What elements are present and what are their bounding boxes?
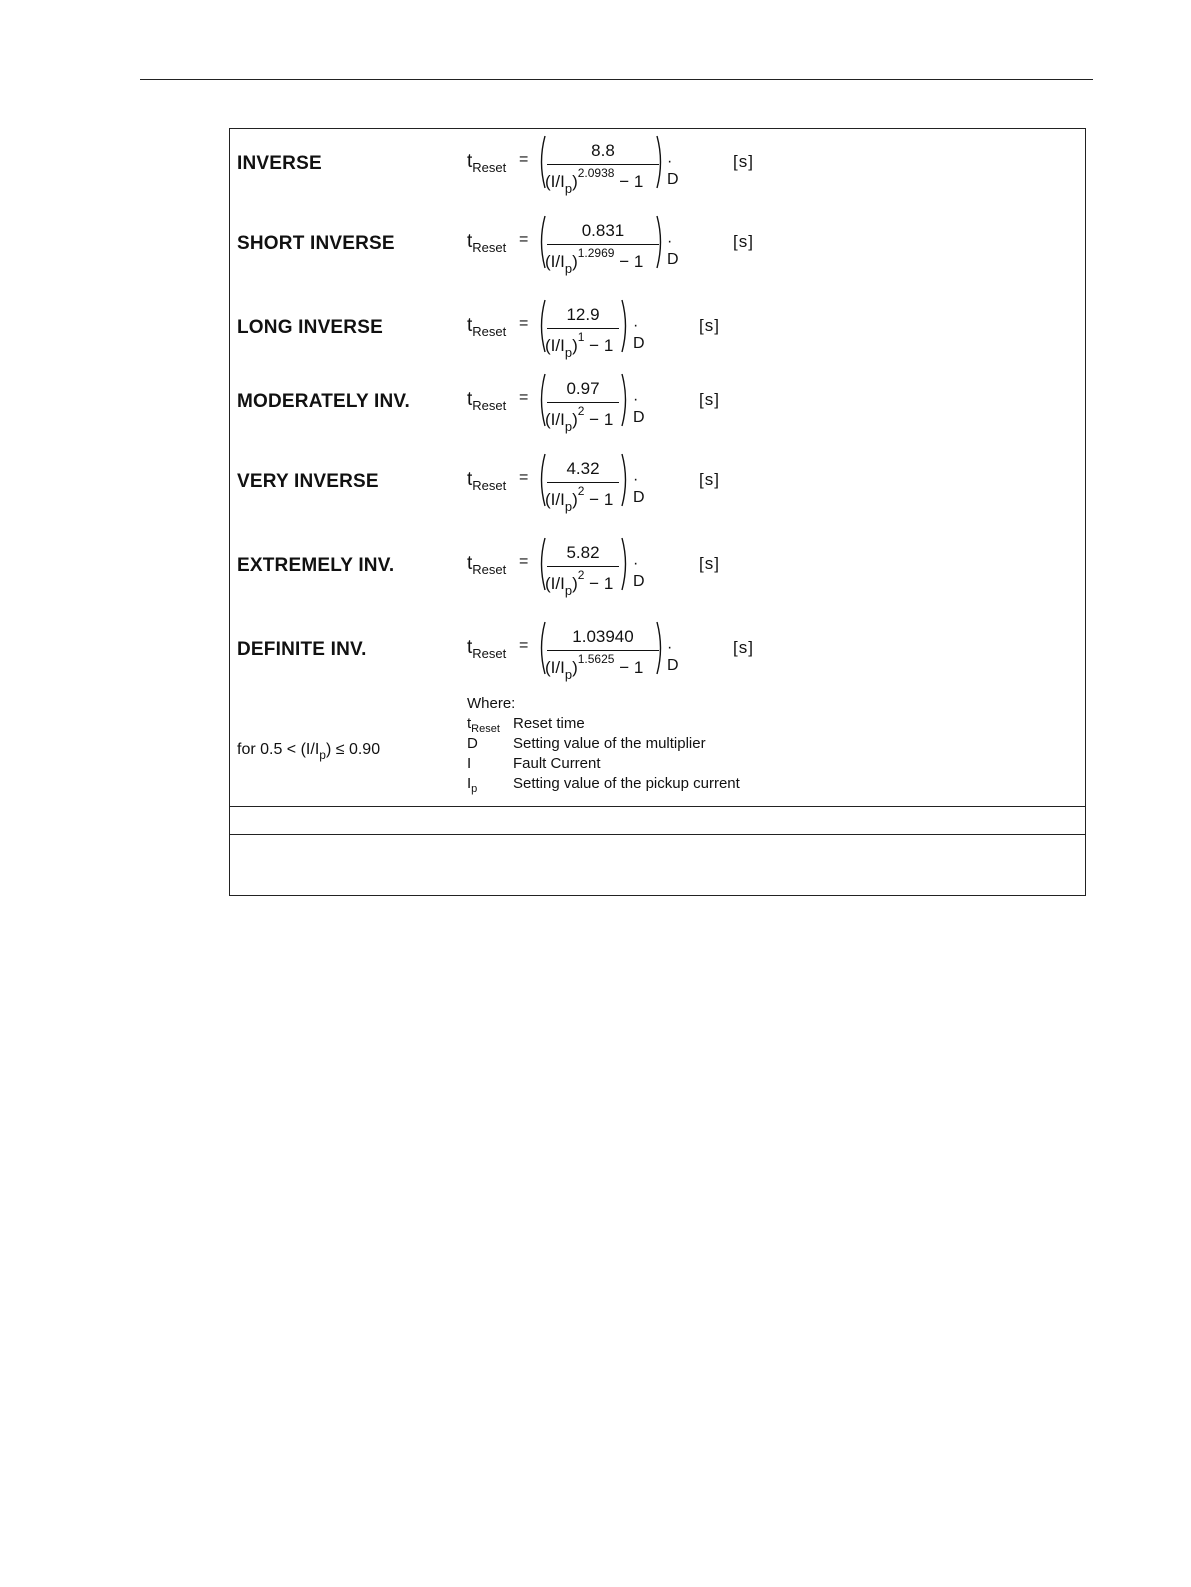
- right-paren: [620, 453, 630, 507]
- t-reset-symbol: $t_{Reset}$: [467, 637, 507, 661]
- unit-seconds: [s]: [699, 470, 720, 489]
- curve-row: [230, 133, 1085, 196]
- curve-name: EXTREMELY INV.: [237, 555, 395, 576]
- denominator: $(I/I_p)^{1.5625} - 1$: [545, 652, 644, 682]
- equals-sign: =: [519, 151, 529, 168]
- legend-description: Setting value of the pickup current: [513, 775, 740, 792]
- curve-name: LONG INVERSE: [237, 317, 383, 338]
- equals-sign: =: [519, 469, 529, 486]
- equals-sign: =: [519, 315, 529, 332]
- multiplier-d: · D: [633, 555, 645, 590]
- legend-item: [467, 734, 706, 754]
- legend-symbol: I: [467, 755, 472, 772]
- multiplier-d: · D: [633, 317, 645, 352]
- denominator: $(I/I_p)^2 - 1$: [545, 568, 614, 598]
- denominator: $(I/I_p)^2 - 1$: [545, 404, 614, 434]
- legend-symbol: D: [467, 735, 478, 752]
- right-paren: [620, 299, 630, 353]
- fraction-bar: [547, 244, 659, 245]
- equals-sign: =: [519, 389, 529, 406]
- reset-formula-table: [229, 128, 1086, 896]
- right-paren: [655, 135, 665, 189]
- numerator: 0.97: [566, 379, 600, 398]
- numerator: 4.32: [566, 459, 600, 478]
- fraction-bar: [547, 482, 619, 483]
- t-reset-symbol: $t_{Reset}$: [467, 553, 507, 577]
- legend-item: [467, 714, 585, 735]
- legend-description: Reset time: [513, 715, 585, 732]
- denominator: $(I/I_p)^{1.2969} - 1$: [545, 246, 644, 276]
- multiplier-d: · D: [667, 233, 679, 268]
- equals-sign: =: [519, 231, 529, 248]
- legend-item: [467, 754, 601, 774]
- curve-name: VERY INVERSE: [237, 471, 379, 492]
- right-paren: [655, 621, 665, 675]
- symbol-legend: [467, 694, 740, 795]
- curve-name: INVERSE: [237, 153, 322, 174]
- numerator: 12.9: [566, 305, 600, 324]
- curve-name: MODERATELY INV.: [237, 391, 410, 412]
- curve-row: [230, 619, 1085, 682]
- curve-name: DEFINITE INV.: [237, 639, 367, 660]
- right-paren: [655, 215, 665, 269]
- denominator: $(I/I_p)^2 - 1$: [545, 484, 614, 514]
- unit-seconds: [s]: [699, 316, 720, 335]
- multiplier-d: · D: [667, 153, 679, 188]
- curve-row: [230, 535, 1085, 598]
- legend-symbol: $I_p$: [467, 775, 478, 795]
- numerator: 1.03940: [572, 627, 634, 646]
- t-reset-symbol: $t_{Reset}$: [467, 315, 507, 339]
- t-reset-symbol: $t_{Reset}$: [467, 151, 507, 175]
- right-paren: [620, 373, 630, 427]
- denominator: $(I/I_p)^{2.0938} - 1$: [545, 166, 644, 196]
- t-reset-symbol: $t_{Reset}$: [467, 231, 507, 255]
- denominator: $(I/I_p)^1 - 1$: [545, 330, 614, 360]
- curve-name: SHORT INVERSE: [237, 233, 395, 254]
- curve-row: [230, 213, 1085, 276]
- right-paren: [620, 537, 630, 591]
- fraction-bar: [547, 402, 619, 403]
- curve-row: [230, 371, 1085, 434]
- multiplier-d: · D: [633, 471, 645, 506]
- legend-title: Where:: [467, 695, 516, 712]
- numerator: 0.831: [581, 221, 625, 240]
- validity-range: for $0.5 < (I/I_p) \le 0.90$: [237, 741, 381, 762]
- unit-seconds: [s]: [733, 638, 754, 657]
- legend-item: [467, 774, 740, 795]
- unit-seconds: [s]: [733, 232, 754, 251]
- curve-row: [230, 297, 1085, 360]
- fraction-bar: [547, 566, 619, 567]
- formula-area: [230, 129, 1085, 807]
- header-rule: [140, 79, 1093, 80]
- multiplier-d: · D: [667, 639, 679, 674]
- numerator: 5.82: [566, 543, 600, 562]
- legend-symbol: $t_{Reset}$: [467, 715, 500, 735]
- multiplier-d: · D: [633, 391, 645, 426]
- curve-row: [230, 451, 1085, 514]
- fraction-bar: [547, 328, 619, 329]
- t-reset-symbol: $t_{Reset}$: [467, 469, 507, 493]
- legend-description: Fault Current: [513, 755, 601, 772]
- equals-sign: =: [519, 553, 529, 570]
- unit-seconds: [s]: [733, 152, 754, 171]
- table-divider: [230, 806, 1085, 807]
- equals-sign: =: [519, 637, 529, 654]
- unit-seconds: [s]: [699, 390, 720, 409]
- legend-description: Setting value of the multiplier: [513, 735, 706, 752]
- numerator: 8.8: [591, 141, 615, 160]
- unit-seconds: [s]: [699, 554, 720, 573]
- fraction-bar: [547, 164, 659, 165]
- table-divider: [230, 834, 1085, 835]
- t-reset-symbol: $t_{Reset}$: [467, 389, 507, 413]
- fraction-bar: [547, 650, 659, 651]
